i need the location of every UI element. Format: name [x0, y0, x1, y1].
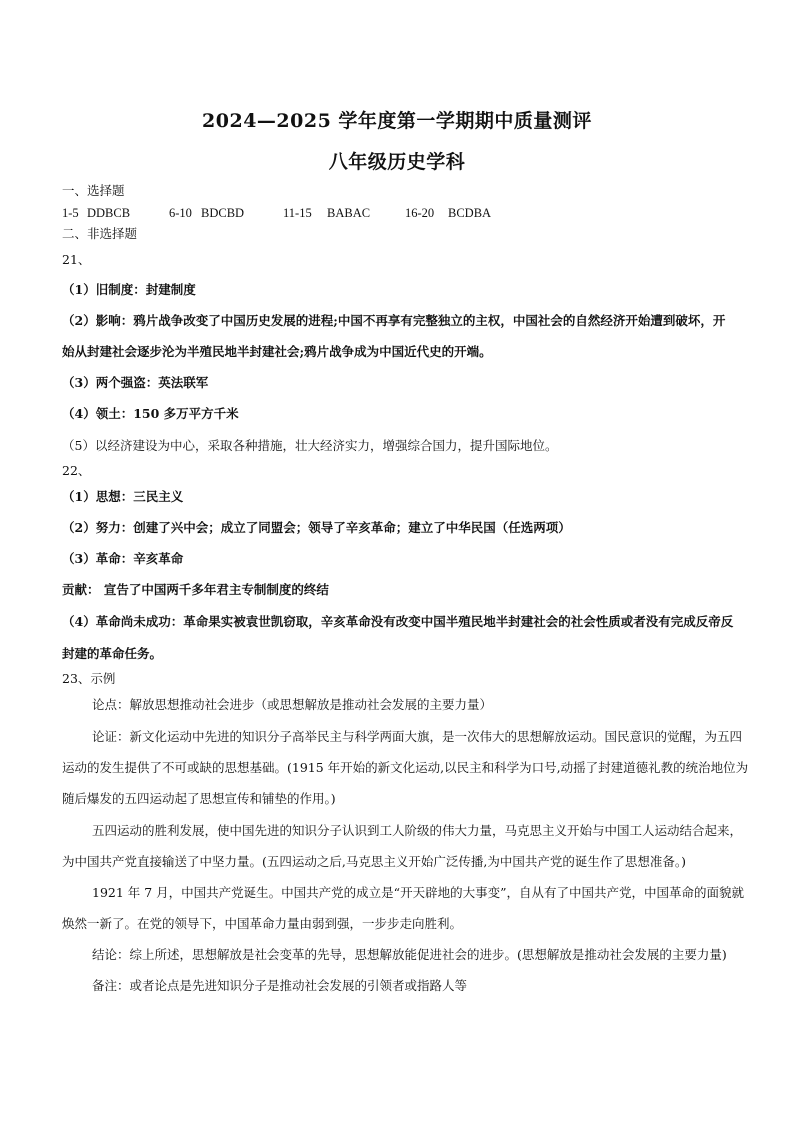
- answer-text: （2）努力：创建了兴中会；成立了同盟会；领导了辛亥革命；建立了中华民国（任选两项）: [62, 520, 571, 535]
- answer-text: （1）旧制度：封建制度: [62, 282, 196, 297]
- answer-text: （3）革命：辛亥革命: [62, 551, 184, 566]
- answer-text: （4）革命尚未成功：革命果实被袁世凯窃取，辛亥革命没有改变中国半殖民地半封建社会的社会性质或者没有完成反帝反: [62, 614, 734, 629]
- answer-letters: BABAC: [327, 206, 371, 220]
- conclusion-text: 结论：综上所述，思想解放是社会变革的先导，思想解放能促进社会的进步。(思想解放是推动社会发展的主要力量): [92, 947, 727, 962]
- question-number: 23、示例: [62, 671, 116, 686]
- answer-text: 贡献： 宣告了中国两千多年君主专制制度的终结: [62, 582, 329, 597]
- choice-answers-row: [62, 205, 491, 221]
- answer-letters: BCDBA: [448, 206, 492, 220]
- argument-text: 1921 年 7 月，中国共产党诞生。中国共产党的成立是“开天辟地的大事变”，自从有了中国共产党，中国革命的面貌就: [92, 885, 744, 900]
- section-heading-choice: 一、选择题: [62, 183, 125, 198]
- answer-text: （1）思想：三民主义: [62, 489, 184, 504]
- page-title: 2024—2025 学年度第一学期期中质量测评: [202, 110, 592, 132]
- page-subtitle: 八年级历史学科: [328, 151, 466, 173]
- argument-text: 五四运动的胜利发展，使中国先进的知识分子认识到工人阶级的伟大力量，马克思主义开始与中国工人运动结合起来，: [92, 823, 743, 838]
- question-number: 21、: [62, 252, 91, 267]
- answer-text: （4）领土：150 多万平方千米: [62, 406, 239, 421]
- answer-range: 1-5: [62, 206, 79, 220]
- answer-text: 封建的革命任务。: [62, 646, 163, 661]
- answer-text: （3）两个强盗：英法联军: [62, 375, 209, 390]
- note-text: 备注：或者论点是先进知识分子是推动社会发展的引领者或指路人等: [92, 978, 468, 993]
- argument-text: 为中国共产党直接输送了中坚力量。(五四运动之后,马克思主义开始广泛传播,为中国共产党的诞生作了思想准备。): [62, 854, 686, 869]
- thesis-text: 论点：解放思想推动社会进步（或思想解放是推动社会发展的主要力量）: [92, 697, 493, 712]
- argument-text: 随后爆发的五四运动起了思想宣传和铺垫的作用。): [62, 791, 336, 806]
- answer-text: （5）以经济建设为中心，采取各种措施，壮大经济实力，增强综合国力，提升国际地位。: [62, 438, 558, 453]
- argument-text: 运动的发生提供了不可或缺的思想基础。(1915 年开始的新文化运动,以民主和科学为口号,动摇了封建道德礼教的统治地位为: [62, 760, 749, 775]
- argument-text: 论证：新文化运动中先进的知识分子高举民主与科学两面大旗，是一次伟大的思想解放运动。国民意识的觉醒，为五四: [92, 729, 743, 744]
- answer-range: 16-20: [405, 206, 435, 220]
- answer-letters: BDCBD: [201, 206, 245, 220]
- answer-letters: DDBCB: [87, 206, 131, 220]
- argument-text: 焕然一新了。在党的领导下，中国革命力量由弱到强，一步步走向胜利。: [62, 916, 463, 931]
- section-heading-nonchoice: 二、非选择题: [62, 226, 138, 241]
- answer-range: 11-15: [283, 206, 312, 220]
- answer-text: 始从封建社会逐步沦为半殖民地半封建社会;鸦片战争成为中国近代史的开端。: [62, 344, 492, 359]
- answer-text: （2）影响：鸦片战争改变了中国历史发展的进程;中国不再享有完整独立的主权，中国社会的自然经济开始遭到破坏，开: [62, 313, 726, 328]
- answer-range: 6-10: [169, 206, 192, 220]
- question-number: 22、: [62, 463, 91, 478]
